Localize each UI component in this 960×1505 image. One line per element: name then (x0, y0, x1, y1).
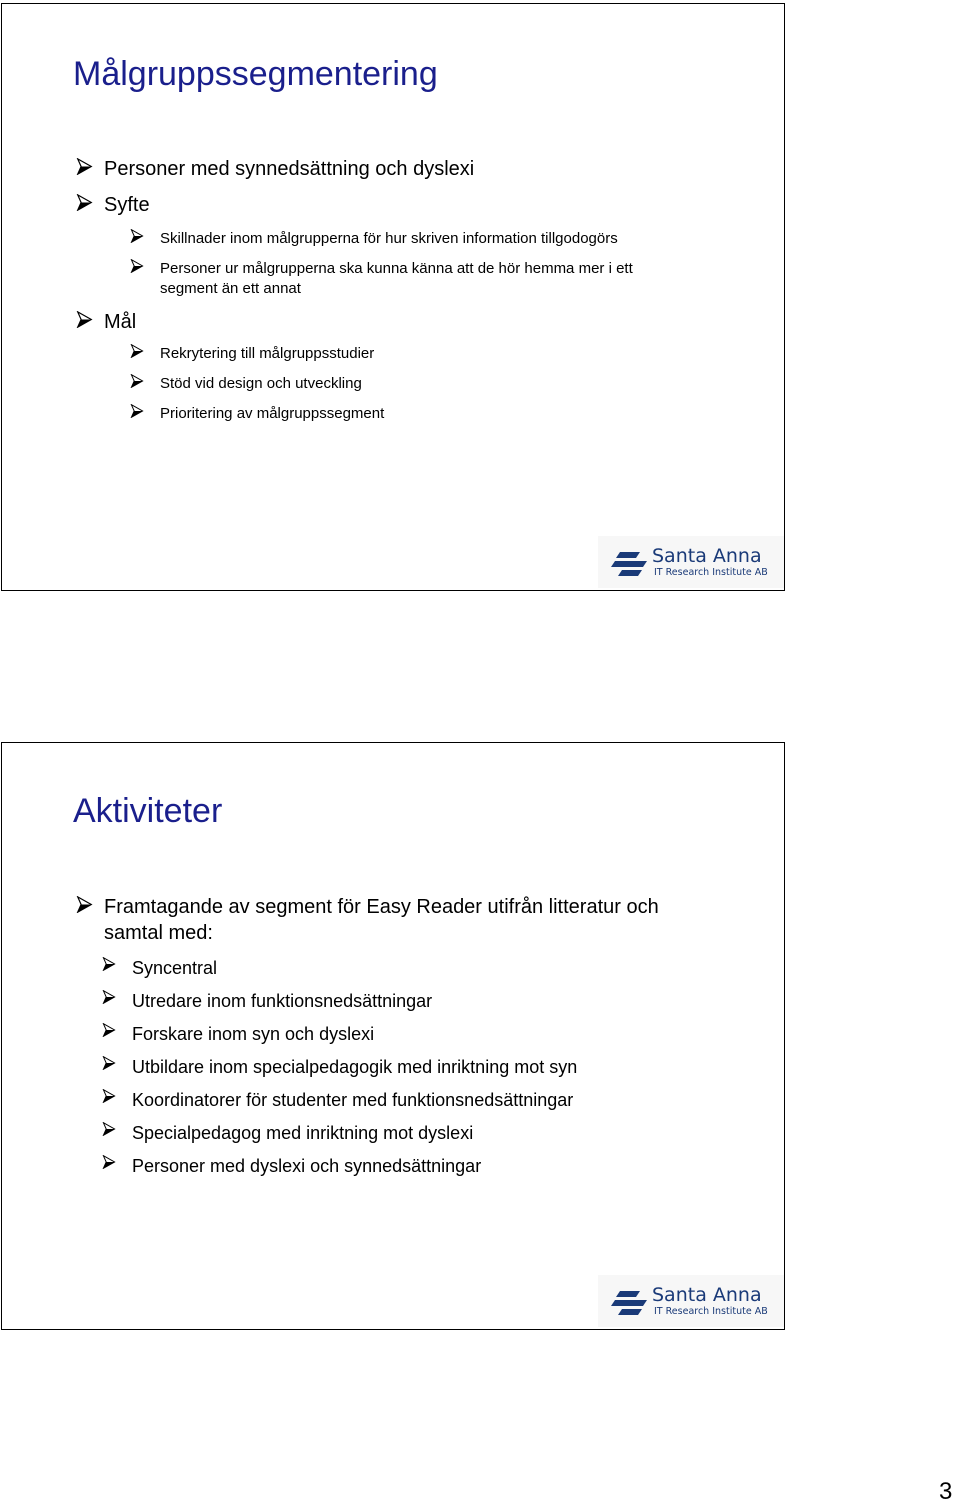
bullet-text: Personer ur målgrupperna ska kunna känna att de hör hemma mer i ett (160, 260, 633, 277)
bullet-text: Specialpedagog med inriktning mot dyslexi (132, 1123, 474, 1143)
arrow-bullet-icon (102, 1089, 116, 1103)
arrow-bullet-icon (130, 374, 144, 388)
arrow-bullet-icon (102, 1155, 116, 1169)
bullet-text: Syfte (104, 194, 150, 216)
logo-name: Santa Anna (652, 1284, 762, 1306)
slide-2 (1, 742, 785, 1330)
bullet-text: Utredare inom funktionsnedsättningar (132, 991, 433, 1011)
bullet-text: Koordinatorer för studenter med funktionsnedsättningar (132, 1090, 574, 1110)
arrow-bullet-icon (130, 404, 144, 418)
bullet-text: Syncentral (132, 958, 218, 978)
arrow-bullet-icon (130, 344, 144, 358)
arrow-bullet-icon (130, 229, 144, 243)
bullet-text: Forskare inom syn och dyslexi (132, 1024, 375, 1044)
arrow-bullet-icon (102, 1056, 116, 1070)
bullet-text: Framtagande av segment för Easy Reader utifrån litteratur och (104, 896, 659, 918)
logo-name: Santa Anna (652, 545, 762, 567)
logo-tagline: IT Research Institute AB (654, 1306, 768, 1317)
arrow-bullet-icon (76, 311, 93, 328)
bullet-text: Mål (104, 311, 137, 333)
arrow-bullet-icon (102, 1023, 116, 1037)
bullet-text: Utbildare inom specialpedagogik med inriktning mot syn (132, 1057, 578, 1077)
bullet-text: samtal med: (104, 922, 213, 944)
santa-anna-logo (598, 536, 784, 588)
page-number: 3 (939, 1478, 953, 1505)
logo-tagline: IT Research Institute AB (654, 567, 768, 578)
slide-title: Aktiviteter (73, 792, 223, 830)
arrow-bullet-icon (102, 990, 116, 1004)
bullet-text: Rekrytering till målgruppsstudier (160, 345, 375, 362)
arrow-bullet-icon (102, 957, 116, 971)
bullet-text: Skillnader inom målgrupperna för hur skriven information tillgodogörs (160, 230, 618, 247)
slide-title: Målgruppssegmentering (73, 55, 438, 93)
bullet-text: Stöd vid design och utveckling (160, 375, 362, 392)
arrow-bullet-icon (102, 1122, 116, 1136)
arrow-bullet-icon (76, 896, 93, 913)
bullet-text: Prioritering av målgruppssegment (160, 405, 385, 422)
arrow-bullet-icon (76, 194, 93, 211)
bullet-text: Personer med synnedsättning och dyslexi (104, 158, 475, 180)
arrow-bullet-icon (130, 259, 144, 273)
bullet-text: segment än ett annat (160, 280, 301, 297)
santa-anna-logo (598, 1275, 784, 1327)
arrow-bullet-icon (76, 158, 93, 175)
bullet-text: Personer med dyslexi och synnedsättningar (132, 1156, 482, 1176)
slide-1 (1, 3, 785, 591)
